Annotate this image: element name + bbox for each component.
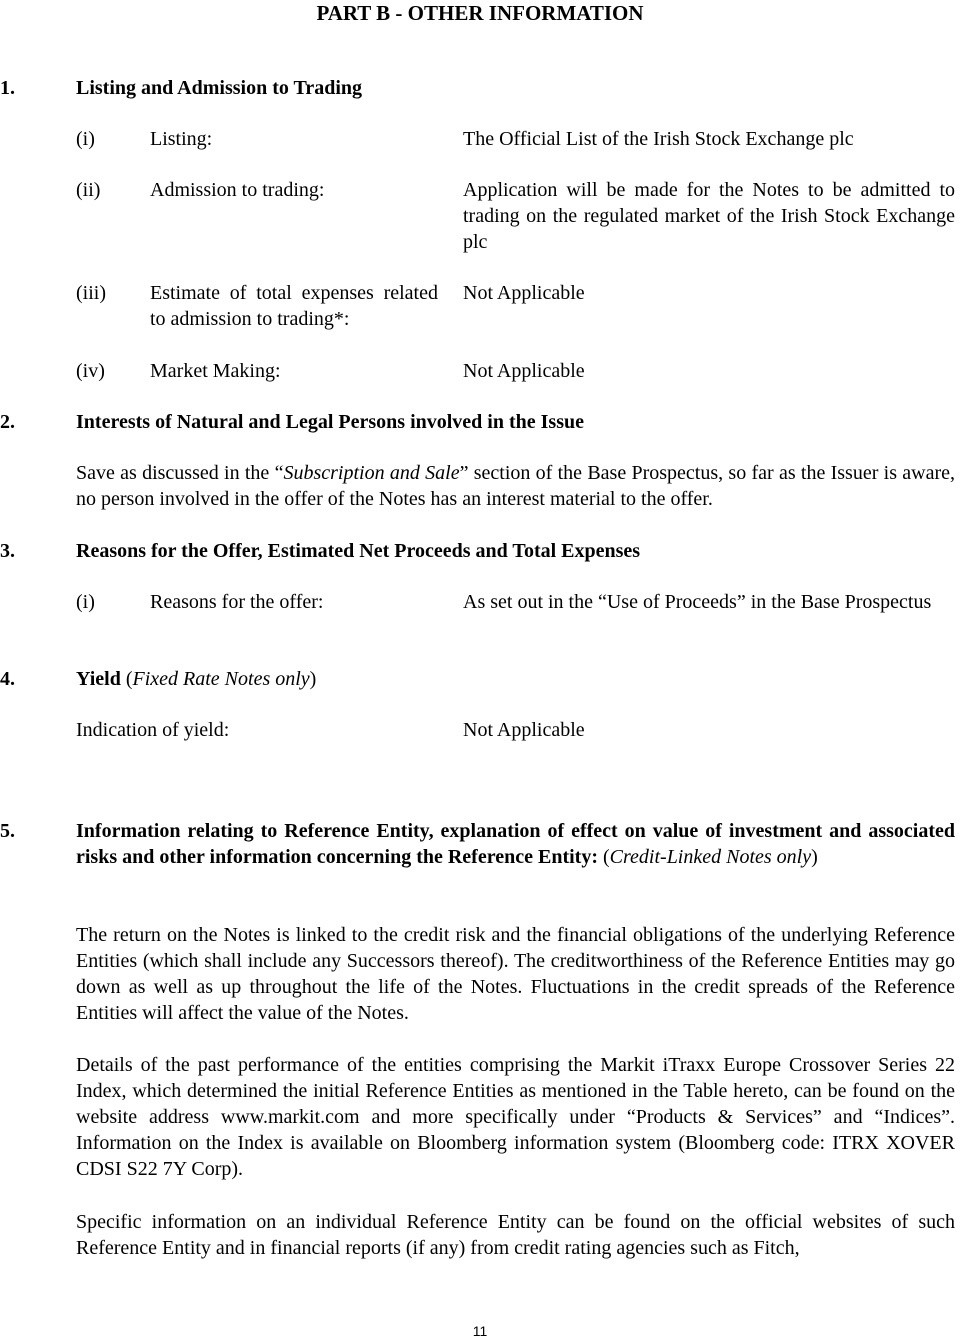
yield-heading-qualifier: Fixed Rate Notes only (132, 668, 310, 690)
item-1-i-number: (i) (76, 128, 95, 150)
item-1-ii-number: (ii) (76, 179, 101, 201)
item-1-iii-number: (iii) (76, 282, 106, 304)
reference-entity-heading-qualifier: Credit-Linked Notes only (609, 846, 812, 868)
listing-value: The Official List of the Irish Stock Exchange plc (463, 128, 854, 150)
page-number: 11 (472, 1323, 488, 1339)
section-3-number: 3. (0, 540, 15, 562)
interests-text-end: ” section of the Base Prospectus, so far as the Issuer is aware, no person involved in the offer of the Notes has an interest material to the offer. (76, 462, 955, 510)
section-5-number: 5. (0, 820, 15, 842)
section-4-number: 4. (0, 668, 15, 690)
reasons-value: As set out in the “Use of Proceeds” in the Base Prospectus (463, 591, 932, 613)
section-2-heading: Interests of Natural and Legal Persons involved in the Issue (76, 411, 584, 433)
market-making-label: Market Making: (150, 360, 281, 382)
admission-label: Admission to trading: (150, 179, 325, 201)
interests-paragraph (76, 460, 955, 512)
yield-open-paren: ( (120, 668, 133, 690)
credit-risk-paragraph: The return on the Notes is linked to the credit risk and the financial obligations of the underlying Reference Entities (which shall include any Successors thereof). The creditworthiness of the Reference Entities may go down as well as up throughout the life of the Notes. Fluctuations in the credit spreads of the Reference Entities will affect the value of the Notes. (76, 924, 955, 1024)
section-5-heading (76, 818, 955, 870)
yield-label: Indication of yield: (76, 719, 230, 741)
section-4-heading (76, 666, 955, 692)
reference-entity-open-paren: ( (597, 846, 610, 868)
section-1-number: 1. (0, 77, 15, 99)
index-details-paragraph: Details of the past performance of the entities comprising the Markit iTraxx Europe Crossover Series 22 Index, which determined the initial Reference Entities as mentioned in the Table hereto, can be found on the website address www.markit.com and more specifically under “Products & Services” and “Indices”. Information on the Index is available on Bloomberg information system (Bloomberg code: ITRX XOVER CDSI S22 7Y Corp). (76, 1054, 955, 1180)
market-making-value: Not Applicable (463, 360, 585, 382)
subscription-and-sale-reference: Subscription and Sale (283, 462, 460, 484)
expenses-value: Not Applicable (463, 282, 585, 304)
section-1-heading: Listing and Admission to Trading (76, 77, 363, 99)
reference-entity-info-paragraph: Specific information on an individual Reference Entity can be found on the official websites of such Reference Entity and in financial reports (if any) from credit rating agencies such as Fitch, (76, 1211, 955, 1259)
admission-value: Application will be made for the Notes to be admitted to trading on the regulated market of the Irish Stock Exchange plc (463, 179, 955, 253)
interests-text-start: Save as discussed in the “ (76, 462, 284, 484)
section-2-number: 2. (0, 411, 15, 433)
expenses-label: Estimate of total expenses related to admission to trading*: (150, 282, 438, 330)
yield-heading-text: Yield (76, 668, 121, 690)
item-1-iv-number: (iv) (76, 360, 105, 382)
listing-label: Listing: (150, 128, 213, 150)
section-3-heading: Reasons for the Offer, Estimated Net Proceeds and Total Expenses (76, 540, 641, 562)
page-title: PART B - OTHER INFORMATION (316, 1, 644, 25)
reference-entity-heading-text: Information relating to Reference Entity, explanation of effect on value of investment and associated risks and other information concerning the Reference Entity: (76, 820, 955, 868)
yield-value: Not Applicable (463, 719, 585, 741)
item-3-i-number: (i) (76, 591, 95, 613)
reference-entity-close-paren: ) (811, 846, 818, 868)
yield-close-paren: ) (309, 668, 317, 690)
reasons-label: Reasons for the offer: (150, 591, 324, 613)
